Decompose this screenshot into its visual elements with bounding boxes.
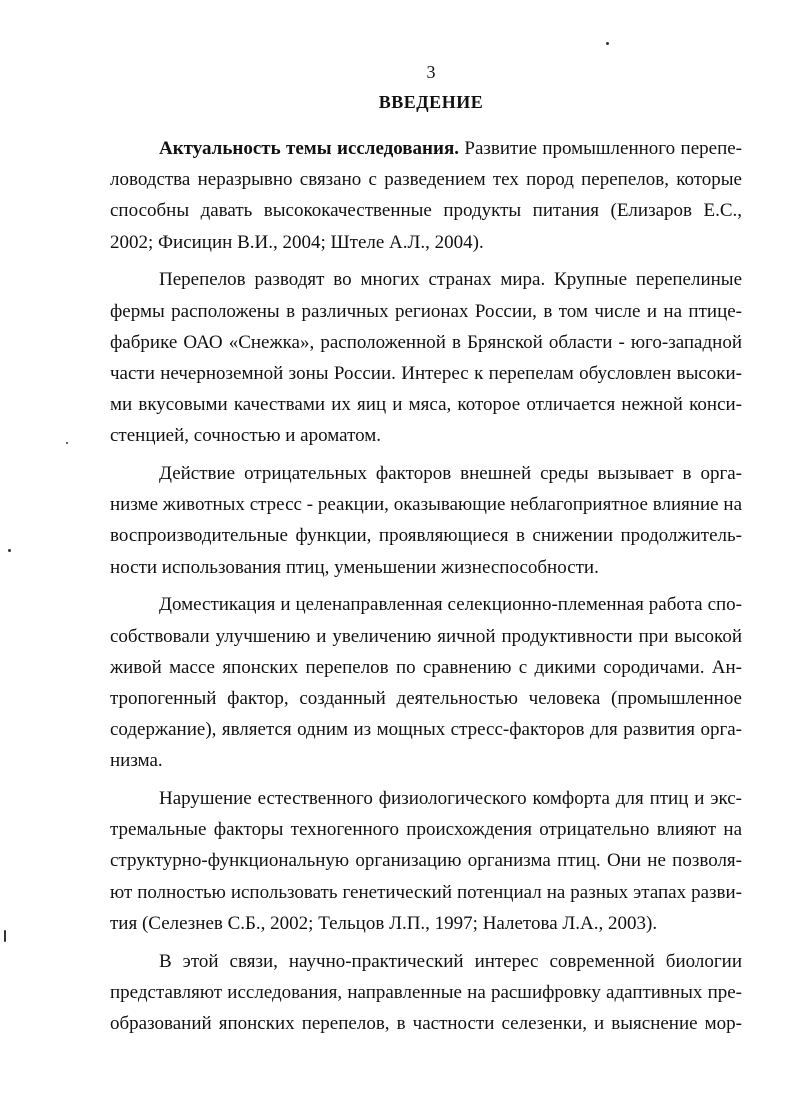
text-line: тропогенный фактор, созданный деятельностью человека (промышленное: [110, 687, 742, 709]
text-line: структурно-функциональную организацию организма птиц. Они не позволя-: [110, 850, 742, 872]
text-line: стенцией, сочностью и ароматом.: [110, 425, 382, 447]
text-line: содержание), является одним из мощных стресс-факторов для развития орга-: [110, 719, 742, 741]
scan-speck: [606, 42, 609, 45]
text-line: Доместикация и целенаправленная селекционно-племенная работа спо-: [159, 594, 742, 616]
text-line: ми вкусовыми качествами их яиц и мяса, которое отличается нежной конси-: [110, 394, 742, 416]
text-line: тремальные факторы техногенного происхождения отрицательно влияют на: [110, 819, 742, 841]
text-line: тия (Селезнев С.Б., 2002; Тельцов Л.П., 1997; Налетова Л.А., 2003).: [110, 912, 658, 934]
text-line: Действие отрицательных факторов внешней среды вызывает в орга-: [159, 463, 742, 485]
text-line: ности использования птиц, уменьшении жизнеспособности.: [110, 556, 599, 578]
page-number: 3: [426, 62, 436, 82]
text-line: части нечерноземной зоны России. Интерес к перепелам обусловлен высоки-: [110, 362, 742, 384]
scan-speck: [8, 549, 11, 552]
text-line: Перепелов разводят во многих странах мира. Крупные перепелиные: [159, 269, 742, 291]
text-line: способны давать высококачественные продукты питания (Елизаров Е.С.,: [110, 200, 742, 222]
text-line: низма.: [110, 750, 163, 772]
lead-heading: Актуальность темы исследования.: [159, 138, 459, 159]
text-line: воспроизводительные функции, проявляющиеся в снижении продолжитель-: [110, 525, 742, 547]
text-line: Актуальность темы исследования. Развитие промышленного перепе-: [159, 138, 742, 159]
paragraph-5: [110, 783, 742, 939]
paragraph-4: [110, 589, 742, 776]
paragraph-6: [110, 946, 742, 1040]
scan-speck: [66, 442, 68, 444]
text-line: представляют исследования, направленные на расшифровку адаптивных пре-: [110, 981, 742, 1003]
text-line: фабрике ОАО «Снежка», расположенной в Брянской области - юго-западной: [110, 331, 742, 353]
page-title: ВВЕДЕНИЕ: [378, 92, 484, 112]
text-line: собствовали улучшению и увеличению яичной продуктивности при высокой: [110, 625, 742, 647]
text-line: В этой связи, научно-практический интерес современной биологии: [159, 950, 742, 972]
paragraph-3: [110, 458, 742, 583]
paragraph-1: [110, 133, 742, 258]
text-line: фермы расположены в различных регионах России, в том числе и на птице-: [110, 300, 742, 322]
text-line: ют полностью использовать генетический потенциал на разных этапах разви-: [110, 881, 742, 903]
body-text: [110, 133, 742, 1046]
scan-speck: [4, 930, 6, 942]
paragraph-2: [110, 264, 742, 451]
text-line: ловодства неразрывно связано с разведением тех пород перепелов, которые: [110, 169, 742, 191]
text-line: живой массе японских перепелов по сравнению с дикими сородичами. Ан-: [110, 656, 742, 678]
text-line: Нарушение естественного физиологического комфорта для птиц и экс-: [159, 788, 742, 810]
text-line: образований японских перепелов, в частности селезенки, и выяснение мор-: [110, 1012, 742, 1034]
text-line: низме животных стресс - реакции, оказывающие неблагоприятное влияние на: [110, 494, 742, 516]
text-line: 2002; Фисицин В.И., 2004; Штеле А.Л., 2004).: [110, 231, 484, 253]
